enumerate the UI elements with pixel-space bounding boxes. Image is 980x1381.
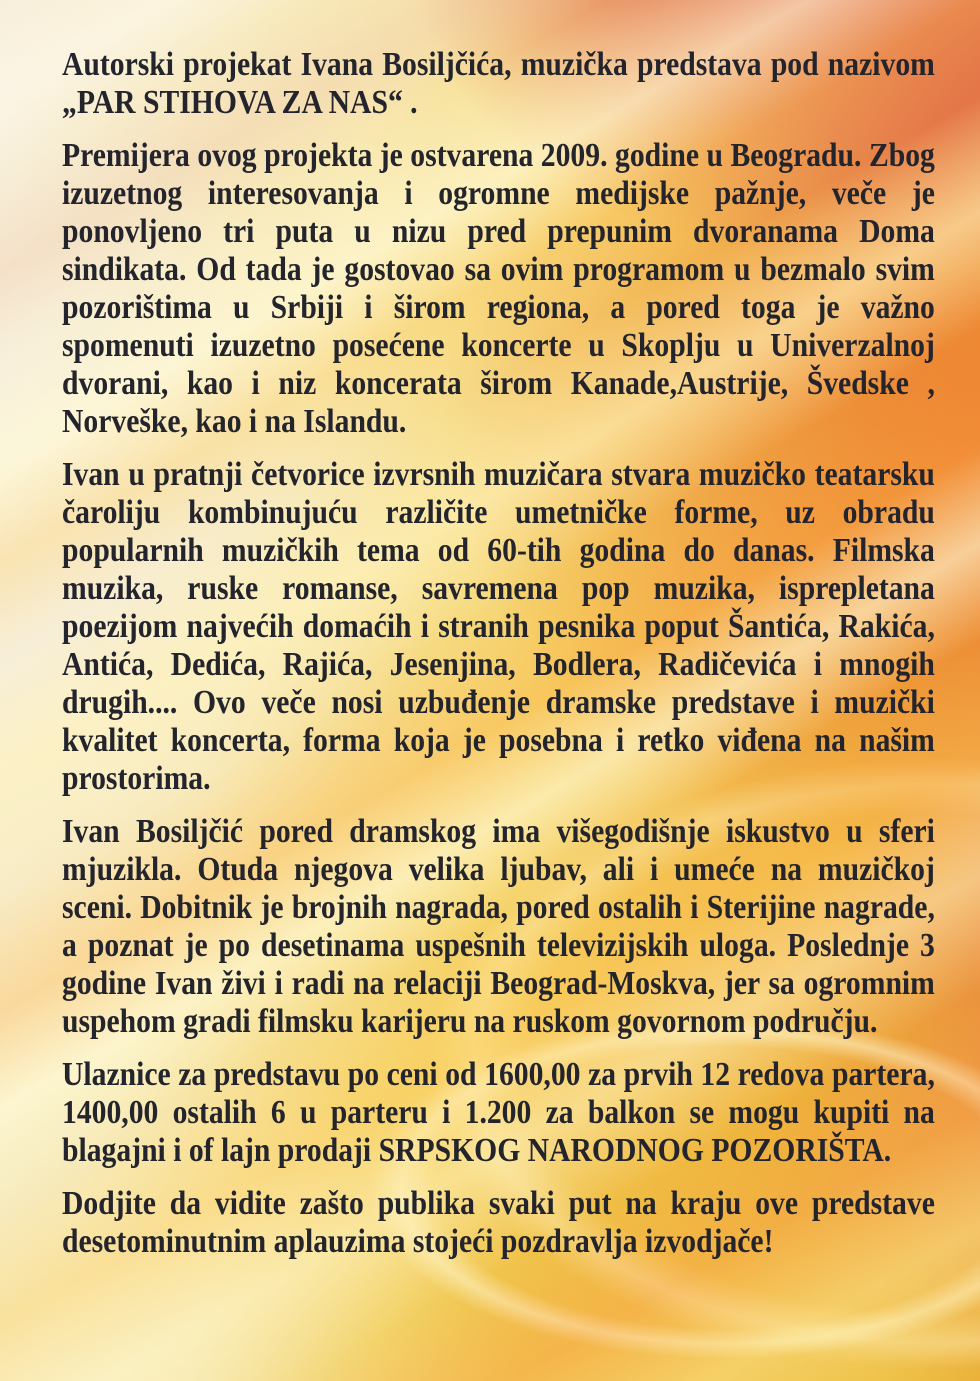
paragraph-premiere-history: Premijera ovog projekta je ostvarena 2009. godine u Beogradu. Zbog izuzetnog interesovanja i ogromne medijske pažnje, veče je ponovljeno tri puta u nizu pred prepunim dvoranama Doma sindikata. Od tada je gostovao sa ovim programom u bezmalo svim pozorištima u Srbiji i širom regiona, a pored toga je važno spomenuti izuzetno posećene koncerte u Skoplju u Univerzalnoj dvorani, kao i niz koncerata širom Kanade,Austrije, Švedske , Norveške, kao i na Islandu. xyxy=(62,137,935,440)
paragraph-ivan-biography: Ivan Bosiljčić pored dramskog ima višegodišnje iskustvo u sferi mjuzikla. Otuda njegova velika ljubav, ali i umeće na muzičkoj sceni. Dobitnik je brojnih nagrada, pored ostalih i Sterijine nagrade, a poznat je po desetinama uspešnih televizijskih uloga. Poslednje 3 godine Ivan živi i radi na relaciji Beograd-Moskva, jer sa ogromnim uspehom gradi filmsku karijeru na ruskom govornom području. xyxy=(62,813,935,1040)
flyer-text-block xyxy=(62,46,935,1261)
paragraph-tickets-info: Ulaznice za predstavu po ceni od 1600,00 za prvih 12 redova partera, 1400,00 ostalih 6 u parteru i 1.200 za balkon se mogu kupiti na blagajni i of lajn prodaji SRPSKOG NARODNOG POZORIŠTA. xyxy=(62,1056,935,1169)
paragraph-program-description: Ivan u pratnji četvorice izvrsnih muzičara stvara muzičko teatarsku čaroliju kombinujuću različite umetničke forme, uz obradu popularnih muzičkih tema od 60-tih godina do danas. Filmska muzika, ruske romanse, savremena pop muzika, isprepletana poezijom najvećih domaćih i stranih pesnika poput Šantića, Rakića, Antića, Dedića, Rajića, Jesenjina, Bodlera, Radičevića i mnogih drugih.... Ovo veče nosi uzbuđenje dramske predstave i muzički kvalitet koncerta, forma koja je posebna i retko viđena na našim prostorima. xyxy=(62,456,935,797)
paragraph-intro-title: Autorski projekat Ivana Bosiljčića, muzička predstava pod nazivom „PAR STIHOVA ZA NAS“ . xyxy=(62,46,935,121)
paragraph-closing-invitation: Dodjite da vidite zašto publika svaki put na kraju ove predstave desetominutnim aplauzima stojeći pozdravlja izvodjače! xyxy=(62,1185,935,1260)
